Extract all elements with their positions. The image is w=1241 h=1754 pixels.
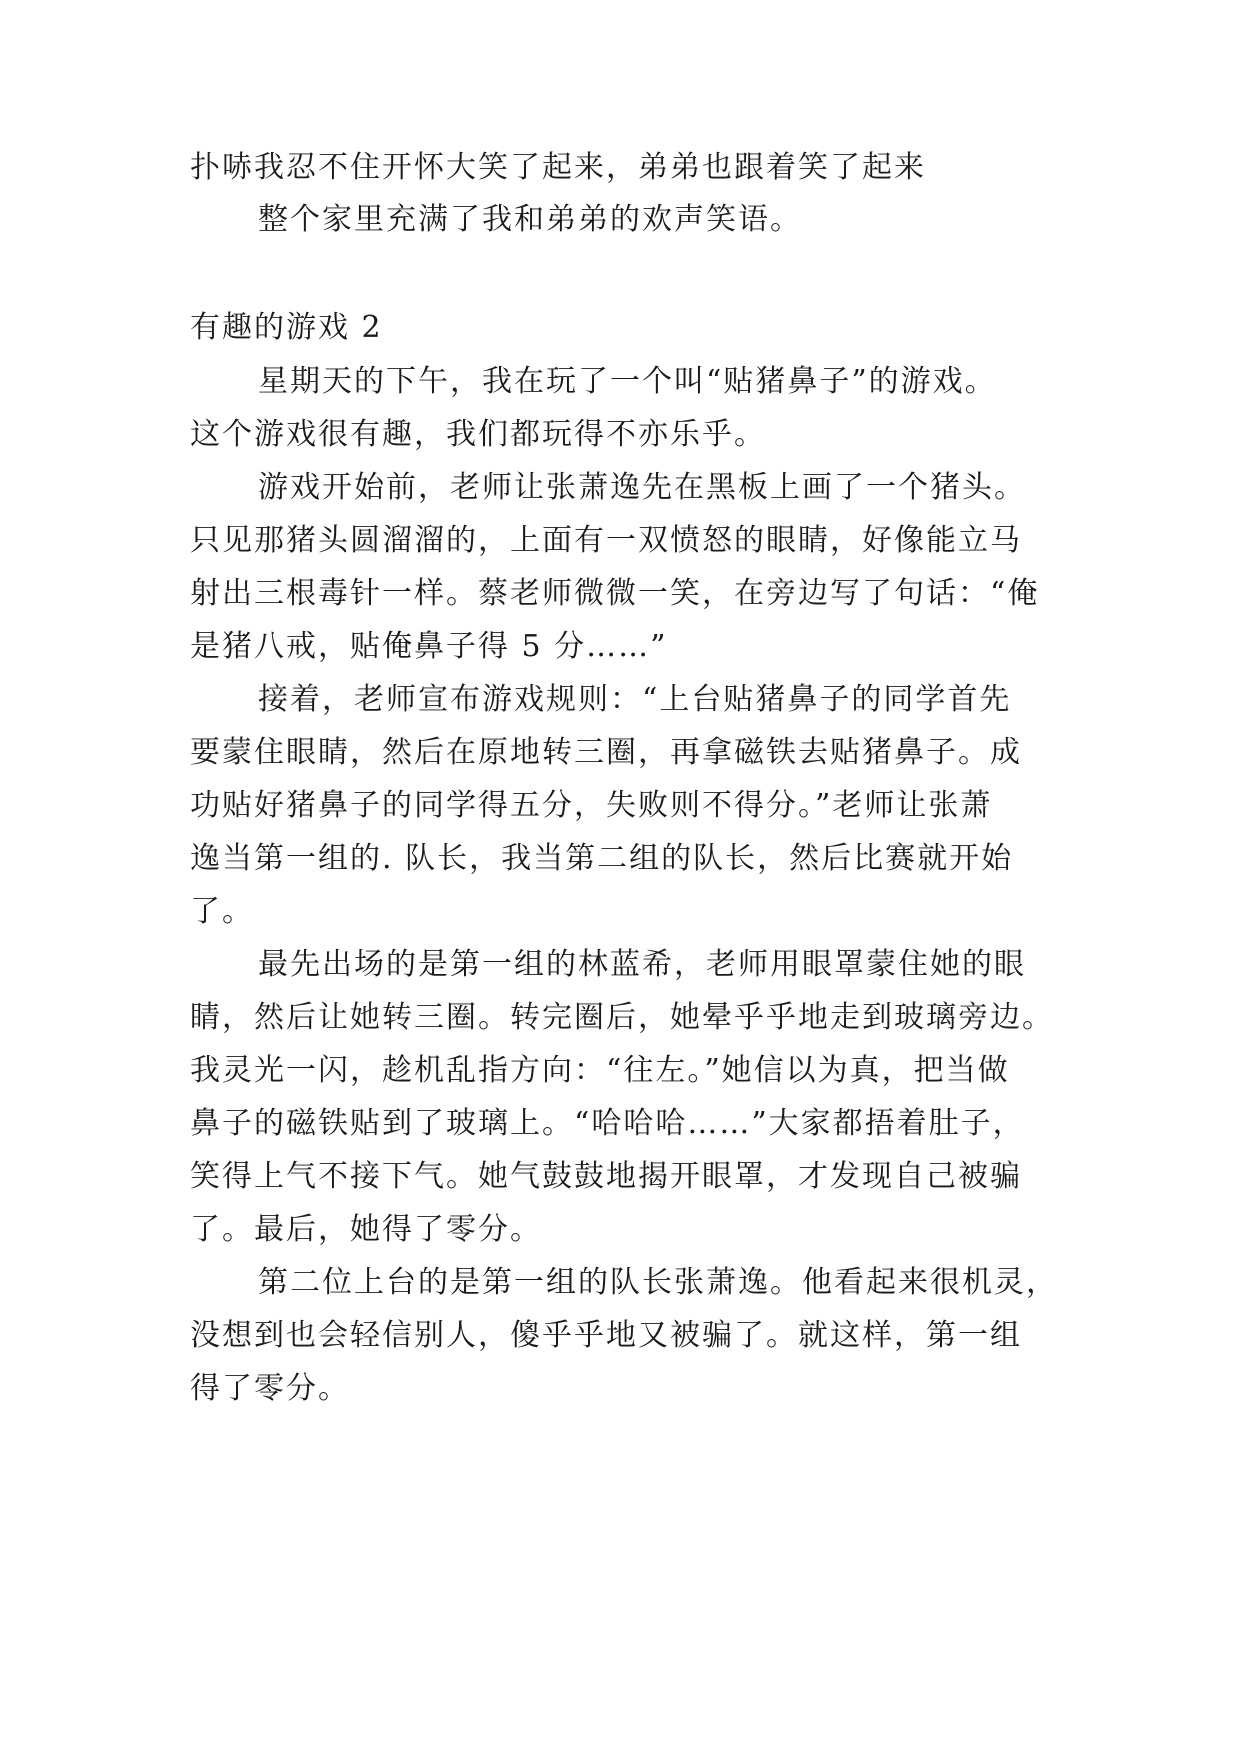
text-line: 星期天的下午，我在玩了一个叫“贴猪鼻子”的游戏。 bbox=[258, 364, 997, 399]
text-line: 最先出场的是第一组的林蓝希，老师用眼罩蒙住她的眼 bbox=[258, 947, 1026, 982]
text-line: 没想到也会轻信别人，傻乎乎地又被骗了。就这样，第一组 bbox=[190, 1318, 1022, 1353]
text-line: 这个游戏很有趣，我们都玩得不亦乐乎。 bbox=[190, 417, 766, 452]
text-line: 了。 bbox=[190, 894, 254, 929]
section-title: 有趣的游戏 2 bbox=[190, 310, 383, 345]
text-line: 鼻子的磁铁贴到了玻璃上。“哈哈哈……”大家都捂着肚子， bbox=[190, 1106, 1025, 1141]
text-line: 射出三根毒针一样。蔡老师微微一笑，在旁边写了句话：“俺 bbox=[190, 576, 1040, 611]
text-line: 是猪八戒，贴俺鼻子得 5 分……” bbox=[190, 629, 668, 664]
text-line: 我灵光一闪，趁机乱指方向：“往左。”她信以为真，把当做 bbox=[190, 1053, 1010, 1088]
text-line: 接着，老师宣布游戏规则：“上台贴猪鼻子的同学首先 bbox=[258, 682, 1012, 717]
text-line: 整个家里充满了我和弟弟的欢声笑语。 bbox=[258, 202, 802, 237]
text-line: 了。最后，她得了零分。 bbox=[190, 1212, 542, 1247]
text-line: 得了零分。 bbox=[190, 1371, 350, 1406]
text-line: 第二位上台的是第一组的队长张萧逸。他看起来很机灵， bbox=[258, 1265, 1058, 1300]
text-line: 逸当第一组的. 队长，我当第二组的队长，然后比赛就开始 bbox=[190, 841, 1014, 876]
text-line: 功贴好猪鼻子的同学得五分，失败则不得分。”老师让张萧 bbox=[190, 788, 993, 823]
text-line: 扑哧我忍不住开怀大笑了起来，弟弟也跟着笑了起来 bbox=[190, 150, 926, 185]
text-line: 只见那猪头圆溜溜的，上面有一双愤怒的眼睛，好像能立马 bbox=[190, 523, 1022, 558]
text-line: 睛，然后让她转三圈。转完圈后，她晕乎乎地走到玻璃旁边。 bbox=[190, 1000, 1054, 1035]
text-line: 笑得上气不接下气。她气鼓鼓地揭开眼罩，才发现自己被骗 bbox=[190, 1159, 1022, 1194]
text-line: 要蒙住眼睛，然后在原地转三圈，再拿磁铁去贴猪鼻子。成 bbox=[190, 735, 1022, 770]
text-line: 游戏开始前，老师让张萧逸先在黑板上画了一个猪头。 bbox=[258, 470, 1026, 505]
